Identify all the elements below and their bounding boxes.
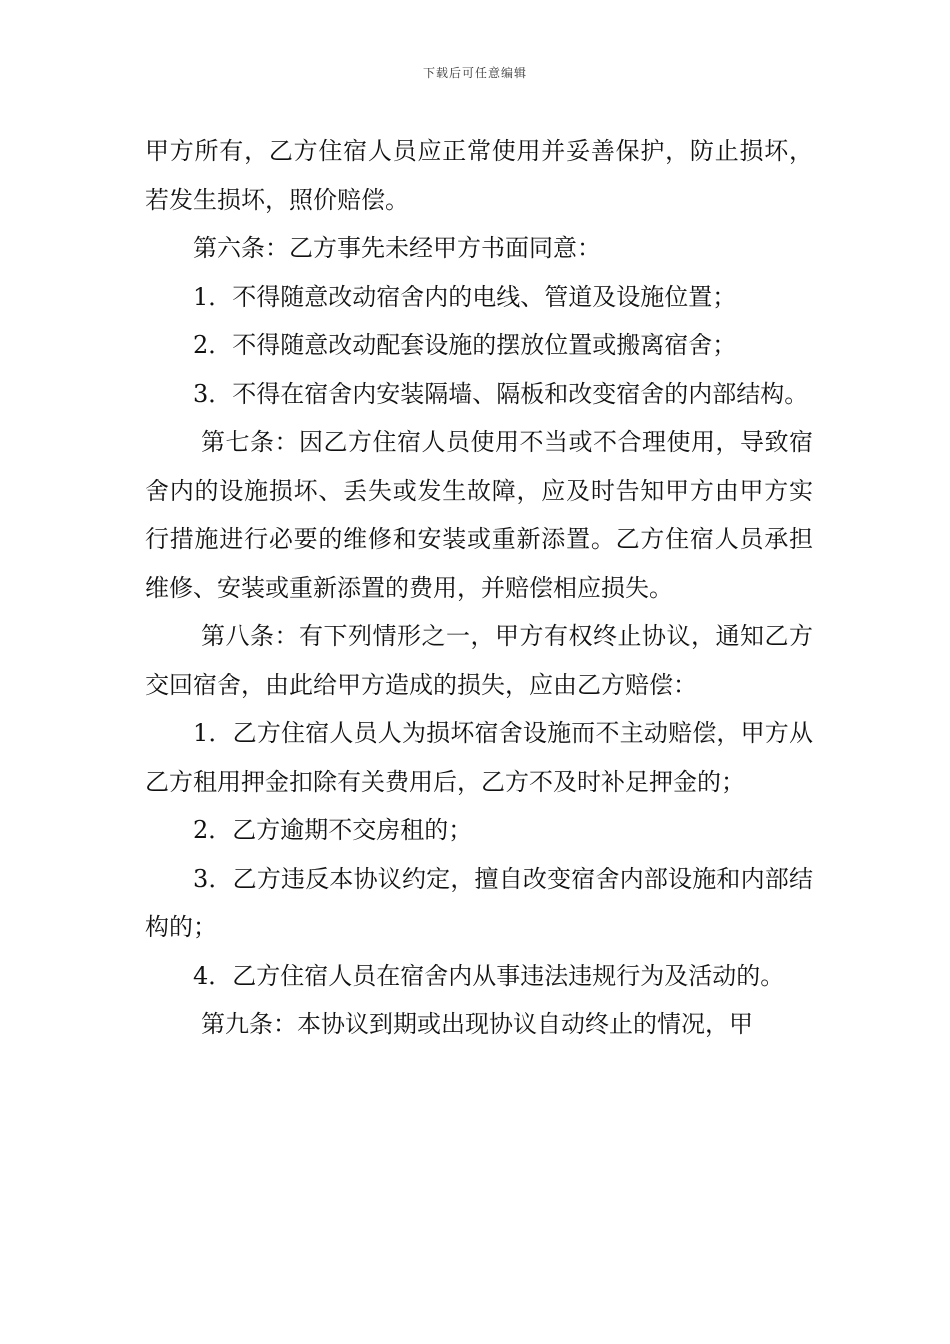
article-6-item-1: 1．不得随意改动宿舍内的电线、管道及设施位置；: [193, 282, 737, 311]
article-8-item-4: 4．乙方住宿人员在宿舍内从事违法违规行为及活动的。: [193, 961, 785, 990]
article-6-item-3: 3．不得在宿舍内安装隔墙、隔板和改变宿舍的内部结构。: [193, 379, 809, 408]
article-8-item-1: 1．乙方住宿人员人为损坏宿舍设施而不主动赔偿，甲方从乙方租用押金扣除有关费用后，乙方不及时补足押金的；: [145, 719, 813, 796]
article-8-item-3: 3．乙方违反本协议约定，擅自改变宿舍内部设施和内部结构的；: [145, 864, 813, 941]
article-6-heading: 第六条：乙方事先未经甲方书面同意：: [193, 234, 601, 262]
article-7: 第七条：因乙方住宿人员使用不当或不合理使用，导致宿舍内的设施损坏、丢失或发生故障，应及时告知甲方由甲方实行措施进行必要的维修和安装或重新添置。乙方住宿人员承担维修、安装或重新添置的费用，并赔偿相应损失。: [145, 428, 813, 602]
article-9-start: 第九条：本协议到期或出现协议自动终止的情况，甲: [201, 1010, 753, 1038]
article-8-heading: 第八条：有下列情形之一，甲方有权终止协议，通知乙方交回宿舍，由此给甲方造成的损失，应由乙方赔偿：: [145, 622, 813, 699]
document-body: [145, 127, 813, 1049]
page-header-note: 下载后可任意编辑: [422, 66, 527, 80]
article-8-item-2: 2．乙方逾期不交房租的；: [193, 816, 473, 844]
article-6-item-2: 2．不得随意改动配套设施的摆放位置或搬离宿舍；: [193, 331, 737, 359]
paragraph-continuation: 甲方所有，乙方住宿人员应正常使用并妥善保护，防止损坏，若发生损坏，照价赔偿。: [145, 137, 813, 214]
